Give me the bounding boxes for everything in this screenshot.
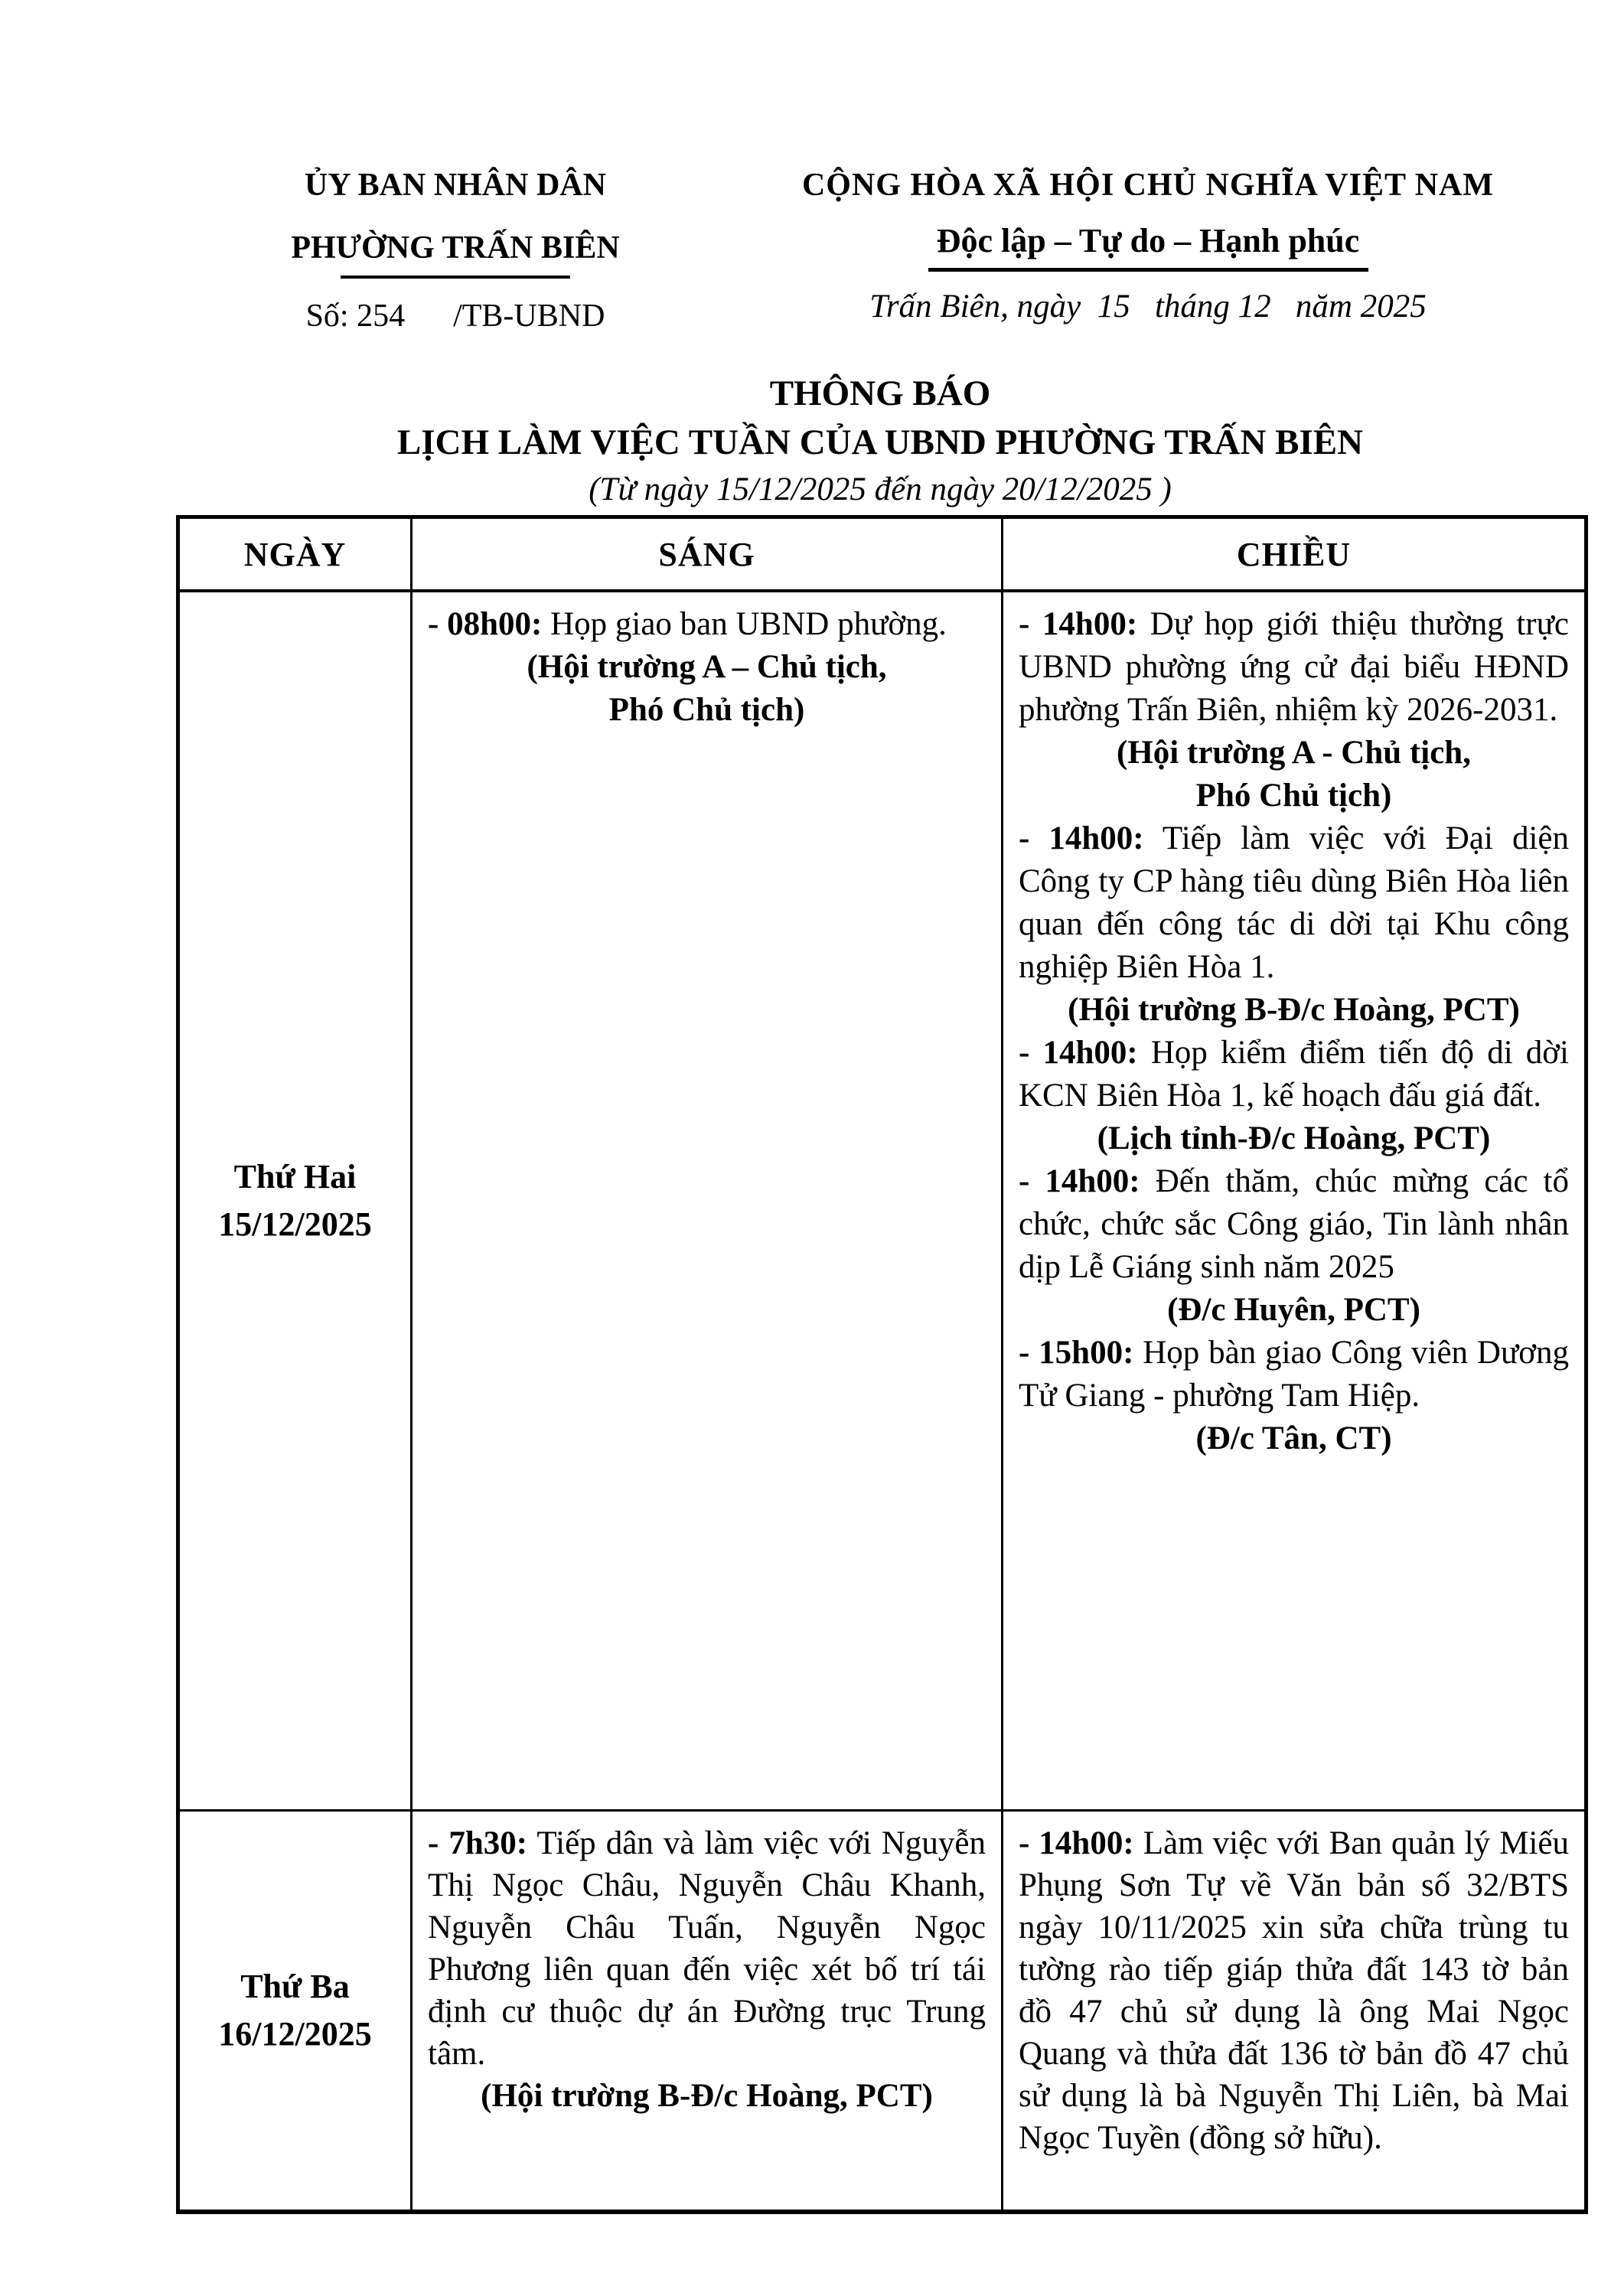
- afternoon-cell: [1003, 1811, 1586, 2213]
- event-item: - 14h00: Làm việc với Ban quản lý Miếu Phụng Sơn Tự về Văn bản số 32/BTS ngày 10/11/2025 xin sửa chữa trùng tu tường rào tiếp giáp thửa đất 143 tờ bản đồ 47 chủ sử dụng là ông Mai Ngọc Quang và thửa đất 136 tờ bản đồ 47 chủ sử dụng là bà Nguyễn Thị Liên, bà Mai Ngọc Tuyền (đồng sở hữu).: [1019, 1825, 1569, 2156]
- morning-cell: [412, 591, 1003, 1811]
- column-header-day: NGÀY: [178, 517, 412, 592]
- schedule-table: [176, 515, 1588, 2214]
- event-item: - 14h00: Đến thăm, chúc mừng các tổ chức, chức sắc Công giáo, Tin lành nhân dịp Lễ Giáng sinh năm 2025: [1019, 1163, 1569, 1285]
- venue-line: Phó Chủ tịch): [1195, 778, 1392, 814]
- venue-line: (Hội trường B-Đ/c Hoàng, PCT): [481, 2078, 933, 2114]
- org-underline: [341, 276, 570, 279]
- date-line: Trấn Biên, ngày 15 tháng 12 năm 2025: [869, 289, 1427, 325]
- day-label: Thứ Hai: [233, 1158, 357, 1195]
- table-row: [178, 1811, 1586, 2213]
- venue-line: (Lịch tỉnh-Đ/c Hoàng, PCT): [1097, 1120, 1491, 1156]
- national-header-block: [765, 167, 1531, 327]
- page-title: LỊCH LÀM VIỆC TUẦN CỦA UBND PHƯỜNG TRẤN BIÊN: [396, 422, 1364, 462]
- day-label: Thứ Ba: [240, 1968, 350, 2005]
- venue-line: (Hội trường A - Chủ tịch,: [1117, 735, 1471, 771]
- document-type-title: THÔNG BÁO: [769, 373, 991, 413]
- title-block: [176, 373, 1584, 509]
- column-header-afternoon: CHIỀU: [1003, 517, 1586, 592]
- venue-line: Phó Chủ tịch): [608, 692, 805, 728]
- table-header-row: [178, 517, 1586, 592]
- venue-line: (Đ/c Tân, CT): [1195, 1420, 1392, 1456]
- issuing-org-block: [218, 167, 693, 335]
- event-time: - 14h00:: [1019, 1035, 1138, 1071]
- event-time: - 14h00:: [1019, 606, 1138, 642]
- day-date: 15/12/2025: [218, 1205, 372, 1243]
- motto-underline: [928, 268, 1368, 272]
- event-time: - 14h00:: [1019, 1825, 1134, 1861]
- day-cell: [178, 1811, 412, 2213]
- national-motto: Độc lập – Tự do – Hạnh phúc: [936, 222, 1360, 259]
- event-time: - 14h00:: [1019, 1163, 1140, 1199]
- event-item: - 14h00: Họp kiểm điểm tiến độ di dời KCN Biên Hòa 1, kế hoạch đấu giá đất.: [1019, 1035, 1569, 1114]
- event-item: - 08h00: Họp giao ban UBND phường.: [428, 606, 947, 642]
- afternoon-cell: [1003, 591, 1586, 1811]
- column-header-morning: SÁNG: [412, 517, 1003, 592]
- org-name-line1: ỦY BAN NHÂN DÂN: [305, 168, 606, 203]
- event-item: - 14h00: Tiếp làm việc với Đại diện Công ty CP hàng tiêu dùng Biên Hòa liên quan đến công tác di dời tại Khu công nghiệp Biên Hòa 1.: [1019, 820, 1569, 985]
- event-time: - 7h30:: [428, 1825, 528, 1861]
- org-name-line2: PHƯỜNG TRẤN BIÊN: [291, 230, 620, 266]
- document-number: Số: 254 /TB-UBND: [305, 298, 605, 334]
- event-item: - 7h30: Tiếp dân và làm việc với Nguyễn Thị Ngọc Châu, Nguyễn Châu Khanh, Nguyễn Châu Tuấn, Nguyễn Ngọc Phương liên quan đến việc xét bố trí tái định cư thuộc dự án Đường trục Trung tâm.: [428, 1825, 986, 2072]
- venue-line: (Hội trường A – Chủ tịch,: [527, 649, 887, 685]
- date-range-subtitle: (Từ ngày 15/12/2025 đến ngày 20/12/2025 ): [589, 471, 1172, 507]
- event-time: - 08h00:: [428, 606, 543, 642]
- table-row: [178, 591, 1586, 1811]
- national-title: CỘNG HÒA XÃ HỘI CHỦ NGHĨA VIỆT NAM: [801, 168, 1495, 203]
- venue-line: (Hội trường B-Đ/c Hoàng, PCT): [1068, 992, 1520, 1028]
- venue-line: (Đ/c Huyên, PCT): [1167, 1292, 1420, 1328]
- schedule-tbody: [178, 591, 1586, 2212]
- event-time: - 15h00:: [1019, 1335, 1134, 1371]
- event-time: - 14h00:: [1019, 820, 1144, 856]
- day-cell: [178, 591, 412, 1811]
- event-item: - 14h00: Dự họp giới thiệu thường trực UBND phường ứng cử đại biểu HĐND phường Trấn Biên, nhiệm kỳ 2026-2031.: [1019, 606, 1569, 728]
- morning-cell: [412, 1811, 1003, 2213]
- day-date: 16/12/2025: [218, 2015, 372, 2053]
- event-item: - 15h00: Họp bàn giao Công viên Dương Tử Giang - phường Tam Hiệp.: [1019, 1335, 1569, 1414]
